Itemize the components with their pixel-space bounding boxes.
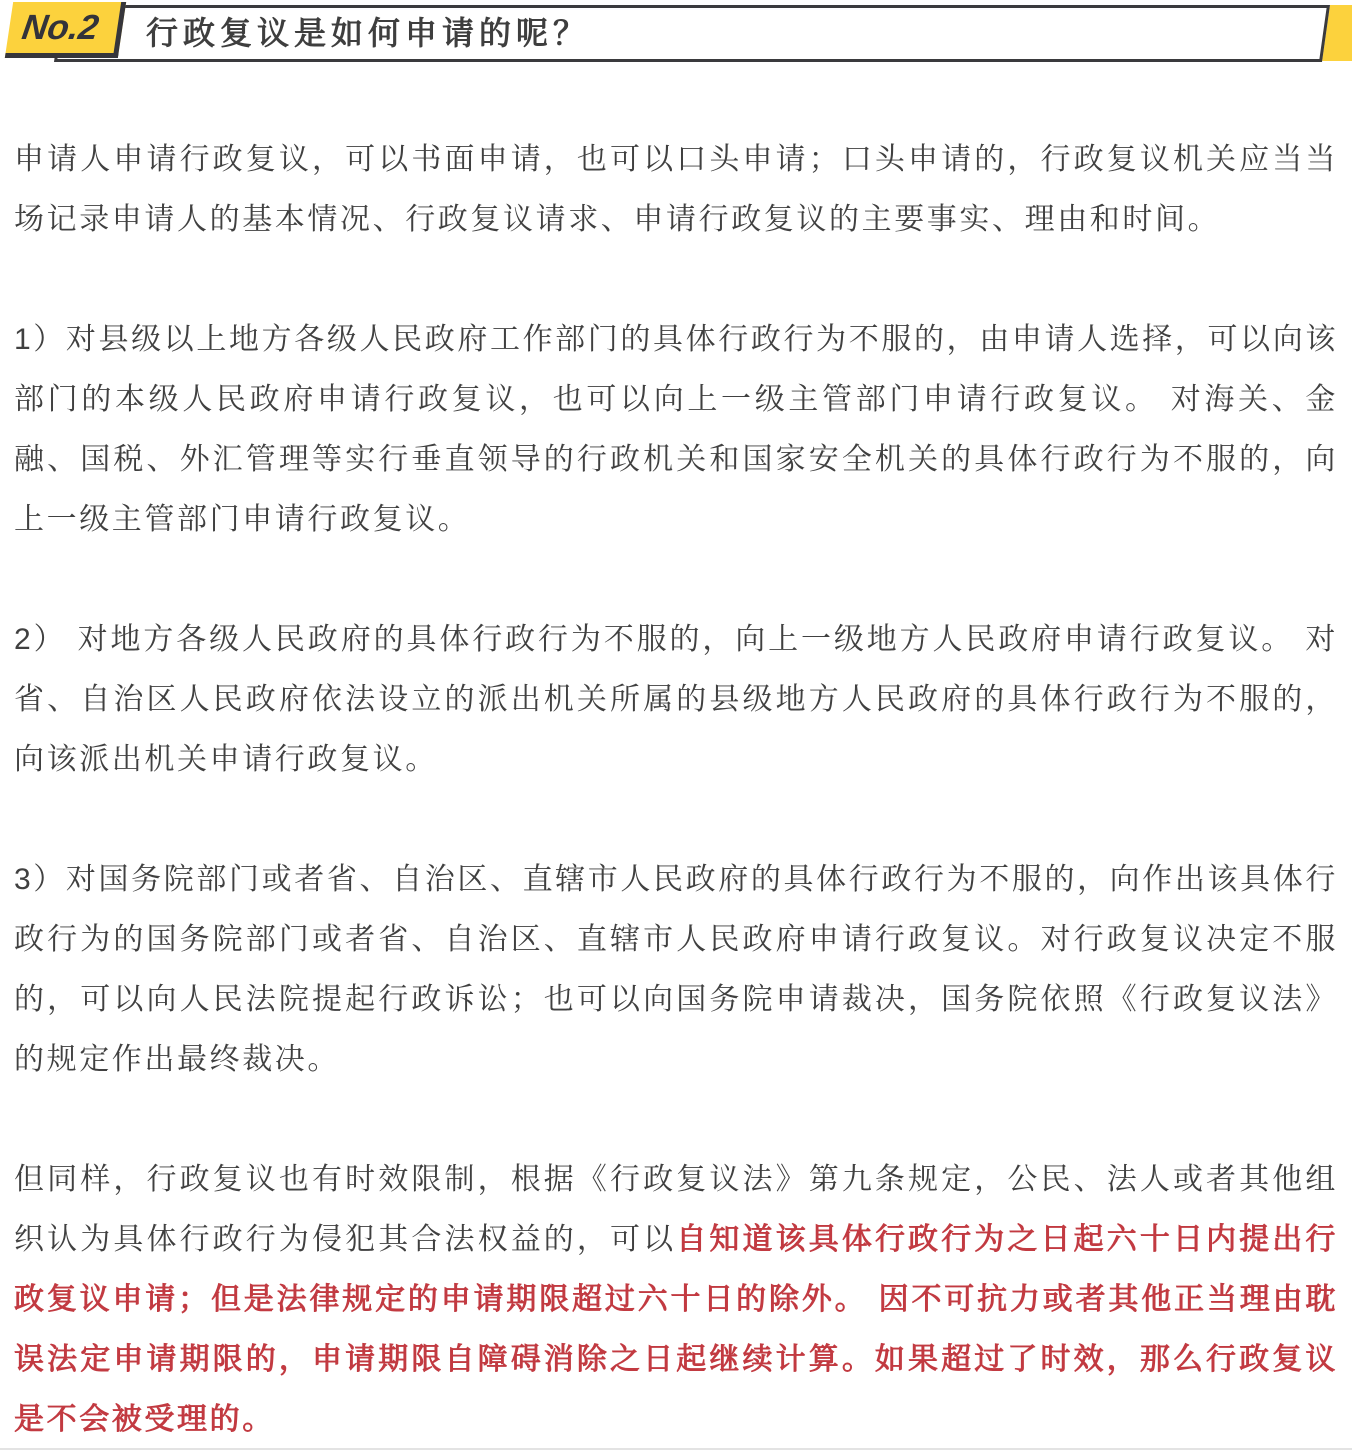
body-paragraph <box>14 130 1338 250</box>
paragraph-text: 1）对县级以上地方各级人民政府工作部门的具体行政行为不服的，由申请人选择，可以向该部门的本级人民政府申请行政复议，也可以向上一级主管部门申请行政复议。 对海关、金融、国税、外汇管理等实行垂直领导的行政机关和国家安全机关的具体行政行为不服的，向上一级主管部门申请行政复议。 <box>14 323 1338 536</box>
highlighted-text: 自知道该具体行政行为之日起六十日内提出行政复议申请；但是法律规定的申请期限超过六十日的除外。 因不可抗力或者其他正当理由耽误法定申请期限的，申请期限自障碍消除之日起继续计算。如果超过了时效，那么行政复议是不会被受理的。 <box>14 1223 1339 1436</box>
paragraph-text: 2） 对地方各级人民政府的具体行政行为不服的，向上一级地方人民政府申请行政复议。 对省、自治区人民政府依法设立的派出机关所属的县级地方人民政府的具体行政行为不服的，向该派出机关申请行政复议。 <box>14 623 1338 776</box>
page-title: 行政复议是如何申请的呢？ <box>146 15 591 51</box>
body-paragraph <box>14 850 1338 1090</box>
section-number-badge <box>5 2 126 58</box>
paragraph-text: 申请人申请行政复议，可以书面申请，也可以口头申请；口头申请的，行政复议机关应当当场记录申请人的基本情况、行政复议请求、申请行政复议的主要事实、理由和时间。 <box>14 143 1338 236</box>
article-body <box>0 130 1352 1450</box>
body-paragraph <box>14 310 1338 550</box>
paragraph-text: 但同样，行政复议也有时效限制，根据《行政复议法》第九条规定，公民、法人或者其他组织认为具体行政行为侵犯其合法权益的，可以 <box>14 1163 1338 1256</box>
paragraph-text: 3）对国务院部门或者省、自治区、直辖市人民政府的具体行政行为不服的，向作出该具体行政行为的国务院部门或者省、自治区、直辖市人民政府申请行政复议。对行政复议决定不服的，可以向人民法院提起行政诉讼；也可以向国务院申请裁决，国务院依照《行政复议法》的规定作出最终裁决。 <box>14 863 1338 1076</box>
section-number-label: No.2 <box>19 7 102 47</box>
section-header <box>0 0 1352 64</box>
body-paragraph <box>14 1150 1338 1450</box>
body-paragraph <box>14 610 1338 790</box>
